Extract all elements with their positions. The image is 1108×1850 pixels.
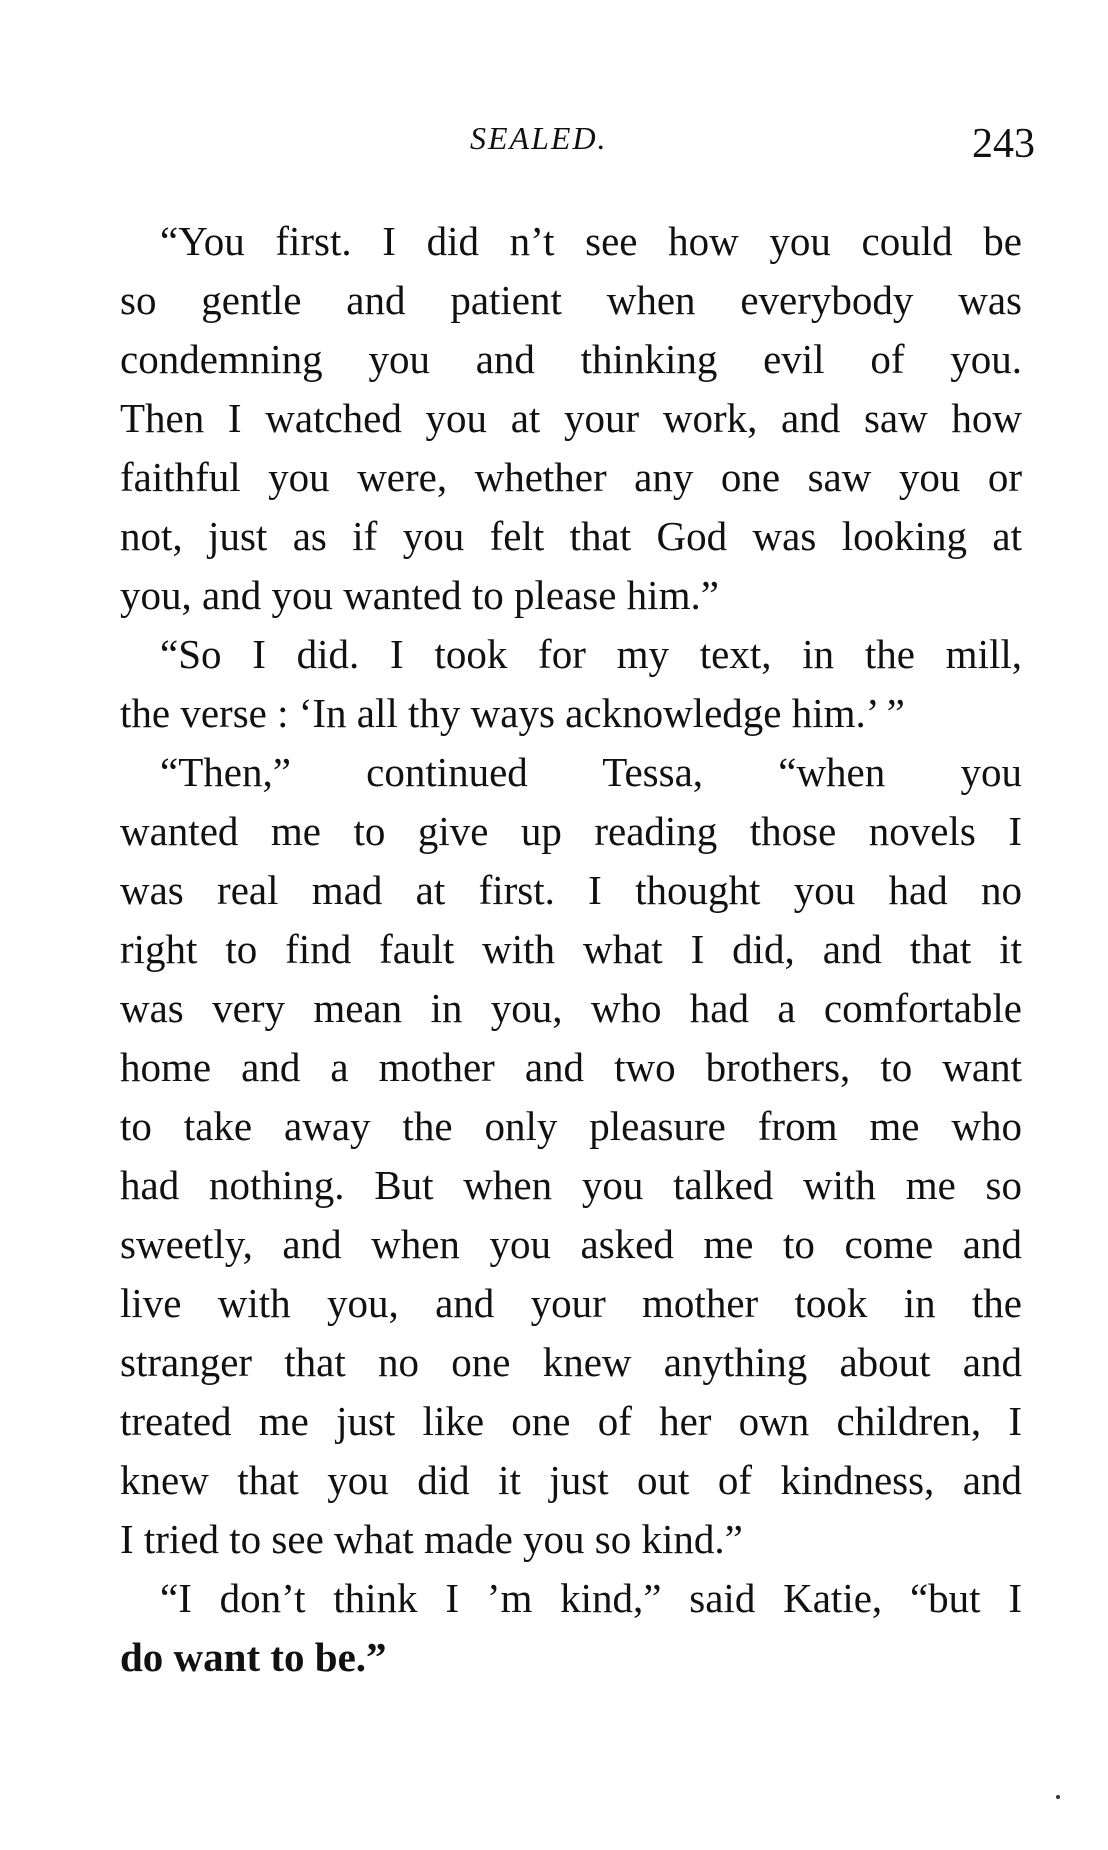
text-line: live with you, and your mother took in the — [120, 1280, 1022, 1326]
text-line: to take away the only pleasure from me who — [120, 1103, 1022, 1149]
text-line: was very mean in you, who had a comfortable — [120, 985, 1022, 1031]
print-speck — [1056, 1795, 1060, 1799]
body-text — [120, 212, 1022, 1687]
page-number: 243 — [972, 121, 1035, 167]
text-line: the verse : ‘In all thy ways acknowledge him.’ ” — [120, 690, 905, 736]
text-line: you, and you wanted to please him.” — [120, 572, 719, 618]
text-line: home and a mother and two brothers, to want — [120, 1044, 1022, 1090]
text-line: not, just as if you felt that God was looking at — [120, 513, 1022, 559]
text-line: Then I watched you at your work, and saw how — [120, 395, 1022, 441]
text-line: had nothing. But when you talked with me so — [120, 1162, 1022, 1208]
text-line: “I don’t think I ’m kind,” said Katie, “but I — [160, 1575, 1022, 1621]
text-line: was real mad at first. I thought you had no — [120, 867, 1022, 913]
text-line: stranger that no one knew anything about and — [120, 1339, 1022, 1385]
text-line: treated me just like one of her own children, I — [120, 1398, 1022, 1444]
text-line: so gentle and patient when everybody was — [120, 277, 1022, 323]
text-line: knew that you did it just out of kindness, and — [120, 1457, 1022, 1503]
running-title: SEALED. — [470, 120, 608, 156]
text-line: wanted me to give up reading those novels I — [120, 808, 1022, 854]
text-line: condemning you and thinking evil of you. — [120, 336, 1022, 382]
text-line: do want to be.” — [120, 1634, 387, 1680]
text-line: faithful you were, whether any one saw you or — [120, 454, 1022, 500]
text-line: I tried to see what made you so kind.” — [120, 1516, 743, 1562]
text-line: sweetly, and when you asked me to come and — [120, 1221, 1022, 1267]
text-line: “You first. I did n’t see how you could be — [160, 218, 1022, 264]
text-line: right to find fault with what I did, and that it — [120, 926, 1022, 972]
text-line: “Then,” continued Tessa, “when you — [160, 749, 1022, 795]
text-line: “So I did. I took for my text, in the mill, — [160, 631, 1022, 677]
